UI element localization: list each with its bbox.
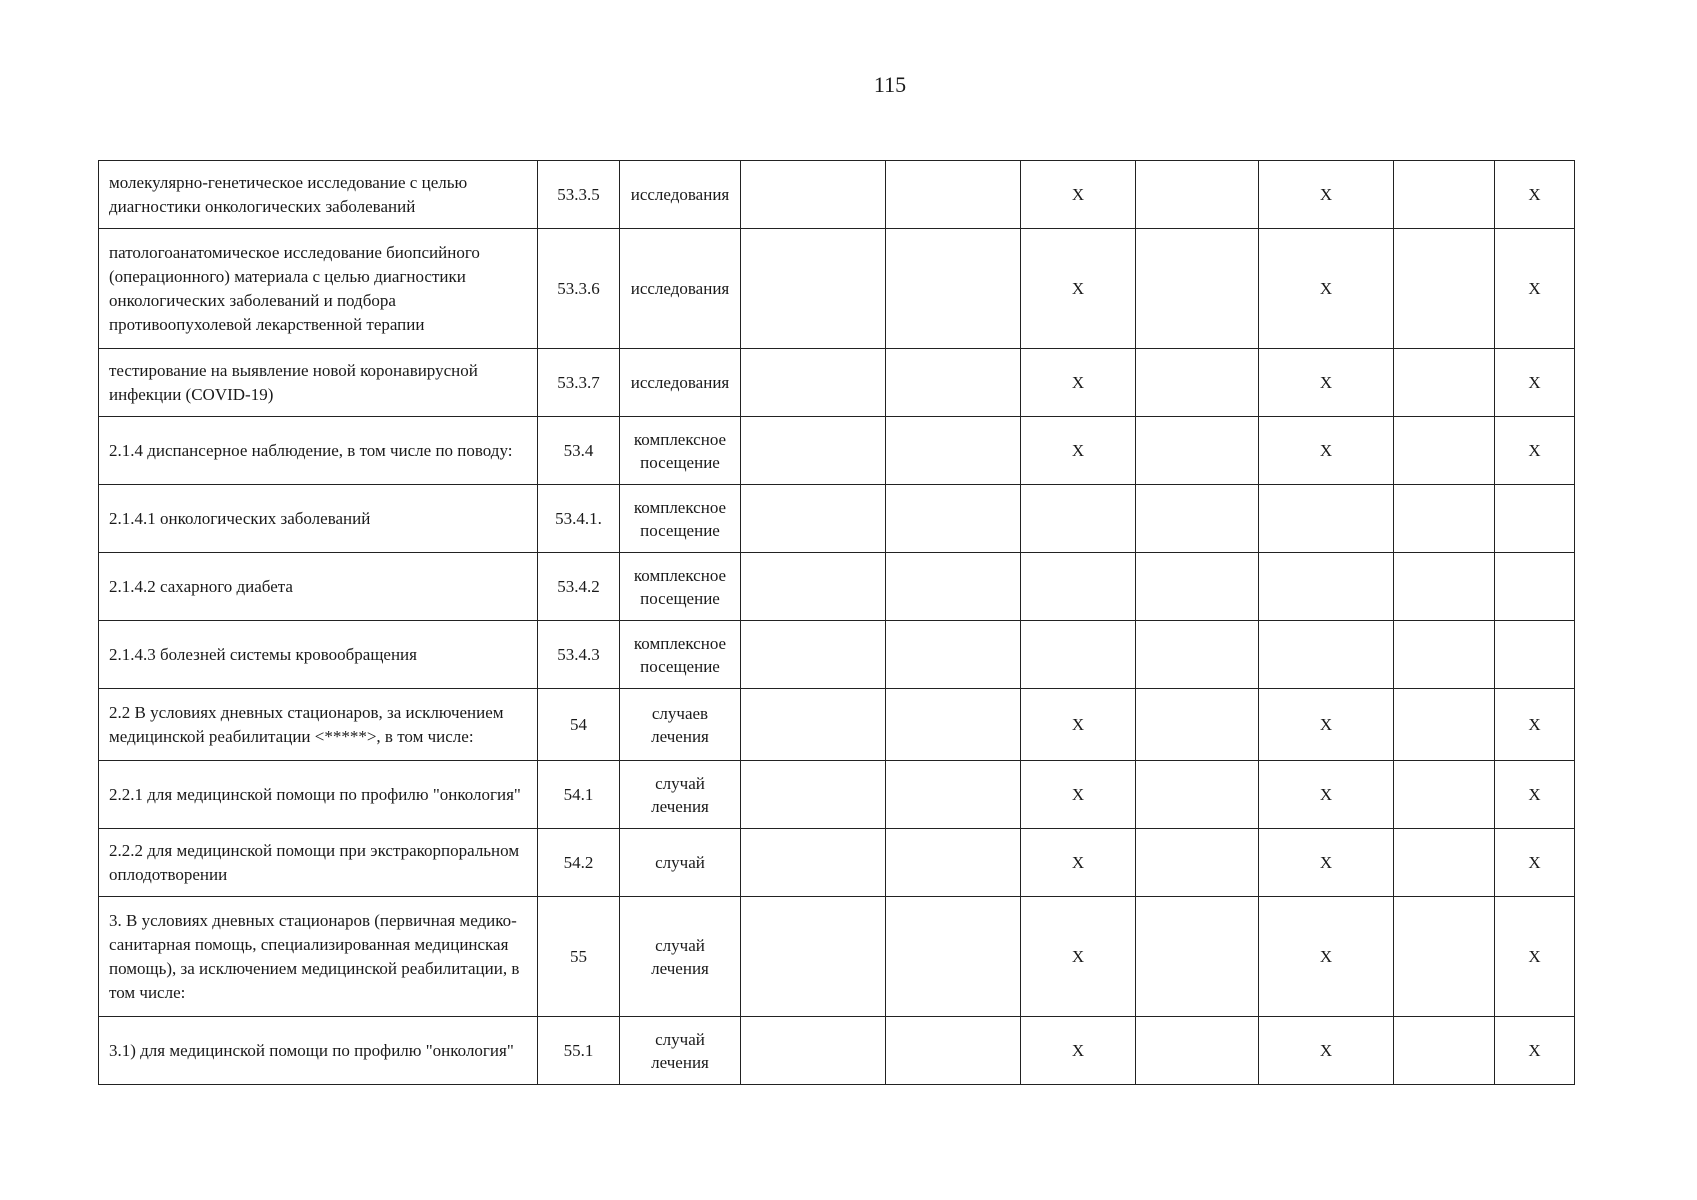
value-cell-7: X [1495,229,1575,349]
value-cell-1 [741,229,886,349]
measurement-unit: исследования [620,161,741,229]
value-cell-2 [886,417,1021,485]
value-cell-6 [1394,485,1495,553]
value-cell-7: X [1495,1017,1575,1085]
value-cell-3: X [1021,349,1136,417]
value-cell-2 [886,161,1021,229]
value-cell-7 [1495,553,1575,621]
row-code: 53.4.1. [538,485,620,553]
row-code: 54.1 [538,761,620,829]
row-code: 53.3.7 [538,349,620,417]
value-cell-4 [1136,689,1259,761]
service-description: молекулярно-генетическое исследование с целью диагностики онкологических заболеваний [99,161,538,229]
table-row [99,349,1575,417]
value-cell-6 [1394,1017,1495,1085]
value-cell-1 [741,349,886,417]
service-description: 2.1.4.1 онкологических заболеваний [99,485,538,553]
value-cell-3 [1021,485,1136,553]
value-cell-4 [1136,553,1259,621]
value-cell-5: X [1259,161,1394,229]
value-cell-1 [741,1017,886,1085]
value-cell-6 [1394,349,1495,417]
value-cell-2 [886,1017,1021,1085]
value-cell-4 [1136,829,1259,897]
measurement-unit: комплексное посещение [620,553,741,621]
table-row [99,897,1575,1017]
services-table [98,160,1575,1085]
value-cell-5: X [1259,417,1394,485]
row-code: 53.3.6 [538,229,620,349]
value-cell-5: X [1259,689,1394,761]
value-cell-7: X [1495,761,1575,829]
value-cell-6 [1394,829,1495,897]
value-cell-3: X [1021,1017,1136,1085]
table-row [99,417,1575,485]
measurement-unit: комплексное посещение [620,621,741,689]
service-description: 2.2.2 для медицинской помощи при экстракорпоральном оплодотворении [99,829,538,897]
value-cell-1 [741,553,886,621]
row-code: 55 [538,897,620,1017]
value-cell-4 [1136,897,1259,1017]
page-number: 115 [873,72,907,97]
value-cell-1 [741,485,886,553]
table-row [99,485,1575,553]
value-cell-4 [1136,621,1259,689]
value-cell-2 [886,761,1021,829]
value-cell-1 [741,689,886,761]
measurement-unit: исследования [620,349,741,417]
row-code: 53.4.2 [538,553,620,621]
value-cell-2 [886,485,1021,553]
value-cell-5 [1259,621,1394,689]
service-description: 2.1.4.3 болезней системы кровообращения [99,621,538,689]
value-cell-6 [1394,161,1495,229]
value-cell-2 [886,229,1021,349]
value-cell-6 [1394,621,1495,689]
service-description: патологоанатомическое исследование биопсийного (операционного) материала с целью диагностики онкологических заболеваний и подбора противоопухолевой лекарственной терапии [99,229,538,349]
value-cell-4 [1136,1017,1259,1085]
value-cell-3: X [1021,897,1136,1017]
value-cell-4 [1136,761,1259,829]
value-cell-1 [741,829,886,897]
table-row [99,761,1575,829]
value-cell-3: X [1021,161,1136,229]
table-row [99,229,1575,349]
value-cell-4 [1136,349,1259,417]
value-cell-2 [886,621,1021,689]
measurement-unit: случай [620,829,741,897]
value-cell-5: X [1259,897,1394,1017]
value-cell-2 [886,829,1021,897]
value-cell-4 [1136,485,1259,553]
value-cell-5: X [1259,349,1394,417]
value-cell-1 [741,161,886,229]
value-cell-6 [1394,553,1495,621]
value-cell-2 [886,349,1021,417]
value-cell-7: X [1495,417,1575,485]
value-cell-2 [886,553,1021,621]
service-description: 2.2.1 для медицинской помощи по профилю "онкология" [99,761,538,829]
value-cell-6 [1394,229,1495,349]
measurement-unit: комплексное посещение [620,485,741,553]
value-cell-3: X [1021,829,1136,897]
value-cell-7: X [1495,161,1575,229]
value-cell-3: X [1021,761,1136,829]
table-row [99,689,1575,761]
service-description: 2.2 В условиях дневных стационаров, за исключением медицинской реабилитации <*****>, в том числе: [99,689,538,761]
value-cell-7: X [1495,689,1575,761]
value-cell-4 [1136,229,1259,349]
value-cell-3: X [1021,229,1136,349]
value-cell-5: X [1259,829,1394,897]
value-cell-3 [1021,553,1136,621]
measurement-unit: комплексное посещение [620,417,741,485]
table-row [99,1017,1575,1085]
row-code: 54.2 [538,829,620,897]
row-code: 53.3.5 [538,161,620,229]
measurement-unit: случаев лечения [620,689,741,761]
value-cell-7 [1495,485,1575,553]
value-cell-6 [1394,417,1495,485]
table-body [99,161,1575,1085]
value-cell-5: X [1259,1017,1394,1085]
value-cell-1 [741,897,886,1017]
value-cell-6 [1394,689,1495,761]
service-description: 2.1.4 диспансерное наблюдение, в том числе по поводу: [99,417,538,485]
value-cell-3: X [1021,689,1136,761]
table-row [99,553,1575,621]
service-description: 3. В условиях дневных стационаров (первичная медико-санитарная помощь, специализированная медицинская помощь), за исключением медицинской реабилитации, в том числе: [99,897,538,1017]
value-cell-5: X [1259,229,1394,349]
value-cell-2 [886,897,1021,1017]
value-cell-1 [741,761,886,829]
row-code: 53.4.3 [538,621,620,689]
value-cell-3: X [1021,417,1136,485]
value-cell-7 [1495,621,1575,689]
value-cell-5 [1259,553,1394,621]
measurement-unit: случай лечения [620,897,741,1017]
measurement-unit: случай лечения [620,1017,741,1085]
service-description: 3.1) для медицинской помощи по профилю "онкология" [99,1017,538,1085]
service-description: тестирование на выявление новой коронавирусной инфекции (COVID-19) [99,349,538,417]
value-cell-7: X [1495,897,1575,1017]
value-cell-5: X [1259,761,1394,829]
measurement-unit: исследования [620,229,741,349]
table-row [99,161,1575,229]
measurement-unit: случай лечения [620,761,741,829]
value-cell-1 [741,621,886,689]
value-cell-2 [886,689,1021,761]
value-cell-6 [1394,761,1495,829]
service-description: 2.1.4.2 сахарного диабета [99,553,538,621]
value-cell-7: X [1495,829,1575,897]
table-row [99,621,1575,689]
row-code: 53.4 [538,417,620,485]
value-cell-6 [1394,897,1495,1017]
value-cell-5 [1259,485,1394,553]
value-cell-3 [1021,621,1136,689]
value-cell-1 [741,417,886,485]
value-cell-4 [1136,161,1259,229]
table-row [99,829,1575,897]
value-cell-4 [1136,417,1259,485]
row-code: 54 [538,689,620,761]
row-code: 55.1 [538,1017,620,1085]
value-cell-7: X [1495,349,1575,417]
